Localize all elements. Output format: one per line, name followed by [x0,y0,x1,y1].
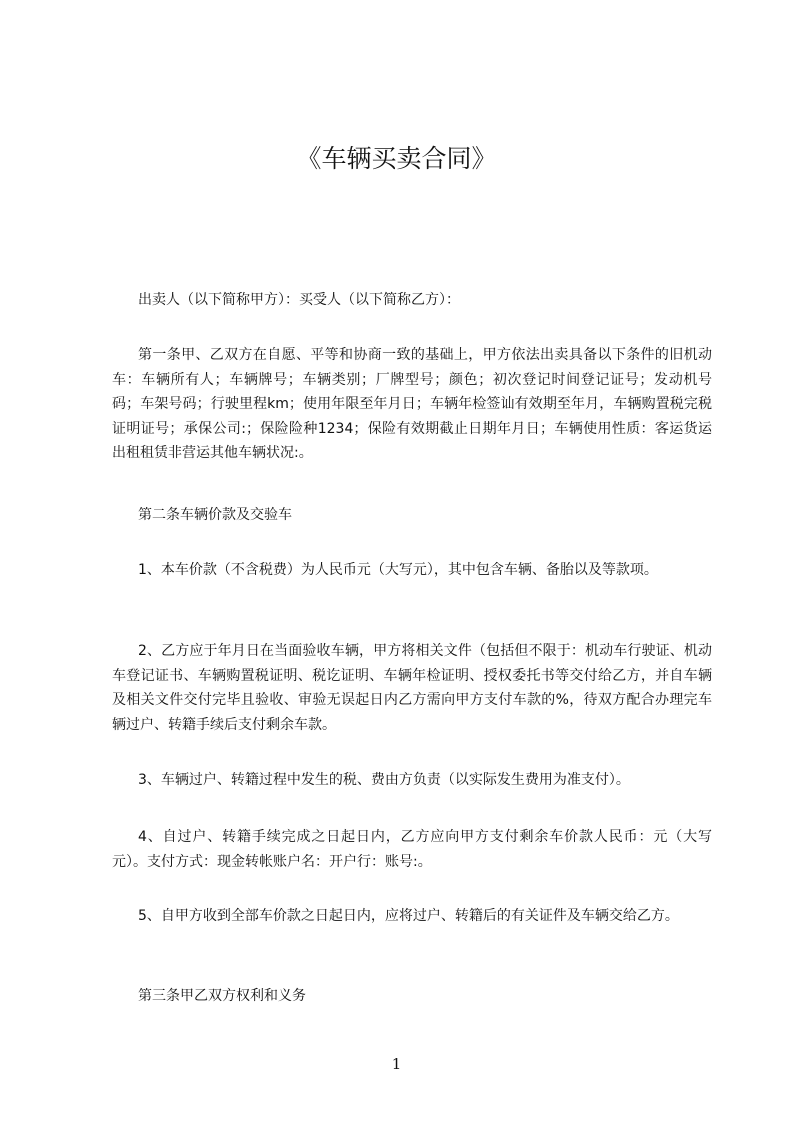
article-2-heading: 第二条车辆价款及交验车 [138,507,292,523]
article-2-item-2: 2、乙方应于年月日在当面验收车辆，甲方将相关文件（包括但不限于：机动车行驶证、机动车登记证书、车辆购置税证明、税讫证明、车辆年检证明、授权委托书等交付给乙方，并自车辆及相关文件交付完毕且验收、审验无误起日内乙方需向甲方支付车款的%，待双方配合办理完车辆过户、转籍手续后支付剩余车款。 [112,643,712,733]
document-title: 《车辆买卖合同》 [296,144,497,173]
article-2-item-5: 5、自甲方收到全部车价款之日起日内，应将过户、转籍后的有关证件及车辆交给乙方。 [138,908,679,924]
page-number: 1 [391,1055,402,1073]
article-2-item-4: 4、自过户、转籍手续完成之日起日内，乙方应向甲方支付剩余车价款人民币：元（大写元）。支付方式：现金转帐账户名：开户行：账号:。 [112,829,712,870]
parties-intro-paragraph: 出卖人（以下简称甲方）：买受人（以下简称乙方）： [138,292,460,308]
article-3-heading: 第三条甲乙双方权利和义务 [138,988,306,1004]
article-2-item-3: 3、车辆过户、转籍过程中发生的税、费由方负责（以实际发生费用为准支付）。 [138,772,630,788]
article-2-item-1: 1、本车价款（不含税费）为人民币元（大写元），其中包含车辆、备胎以及等款项。 [138,562,658,578]
article-1-paragraph: 第一条甲、乙双方在自愿、平等和协商一致的基础上，甲方依法出卖具备以下条件的旧机动车：车辆所有人；车辆牌号；车辆类别；厂牌型号；颜色；初次登记时间登记证号；发动机号码；车架号码；行驶里程km；使用年限至年月日；车辆年检签讪有效期至年月，车辆购置税完税证明证号；承保公司:；保险险种1234；保险有效期截止日期年月日；车辆使用性质：客运货运出租租赁非营运其他车辆状况:。 [112,347,712,461]
